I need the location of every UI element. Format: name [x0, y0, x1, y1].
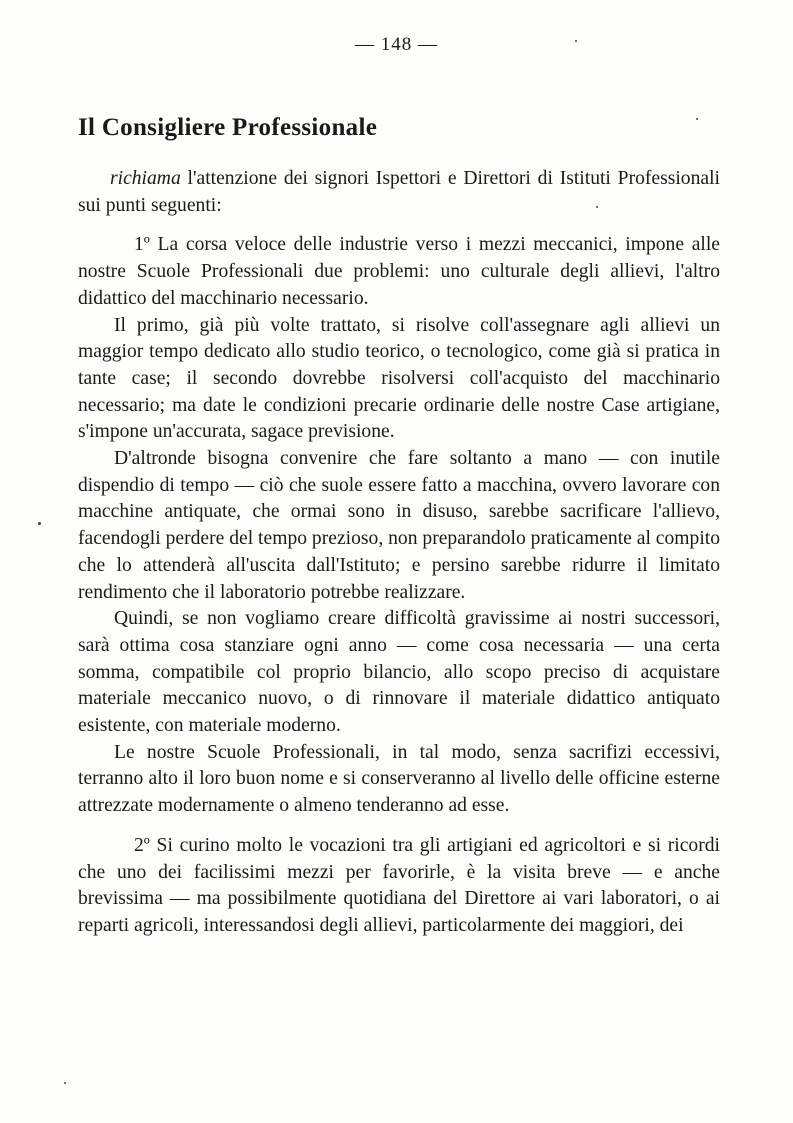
scan-speck: [575, 40, 577, 42]
paragraph-quindi: Quindi, se non vogliamo creare difficoltà gravissime ai nostri successori, sarà ottima cosa stanziare ogni anno — come cosa necessaria — una certa somma, compatibile col proprio bilancio, allo scopo preciso di acquistare materiale meccanico nuovo, o di rinnovare il materiale didattico antiquato esistente, con materiale moderno.: [78, 608, 720, 737]
intro-text: l'attenzione dei signori Ispettori e Direttori di Istituti Professionali sui punti seguenti:: [78, 168, 720, 216]
section-heading: Il Consigliere Professionale: [78, 114, 378, 141]
scan-speck: [696, 118, 698, 120]
point-1-paragraph: 1º La corsa veloce delle industrie verso i mezzi meccanici, impone alle nostre Scuole Professionali due problemi: uno culturale degli allievi, l'altro didattico del macchinario necessario.: [78, 234, 720, 309]
intro-paragraph: [78, 166, 720, 219]
scan-speck: [596, 206, 598, 208]
point-2-paragraph: 2º Si curino molto le vocazioni tra gli artigiani ed agricoltori e si ricordi che uno dei facilissimi mezzi per favorirle, è la visita breve — e anche brevissima — ma possibilmente quotidiana del Direttore ai vari laboratori, o ai reparti agricoli, interessandosi degli allievi, particolarmente dei maggiori, dei: [78, 834, 720, 936]
scan-speck: [64, 1082, 66, 1084]
paragraph-primo: Il primo, già più volte trattato, si risolve coll'assegnare agli allievi un maggior tempo dedicato allo studio teorico, o tecnologico, come già si pratica in tante case; il secondo dovrebbe risolversi coll'acquisto del macchinario necessario; ma date le condizioni precarie ordinarie delle nostre Case artigiane, s'impone un'accurata, sagace previsione.: [78, 314, 720, 443]
paragraph-le-nostre-scuole: Le nostre Scuole Professionali, in tal modo, senza sacrifizi eccessivi, terranno alto il loro buon nome e si conserveranno al livello delle officine esterne attrezzate modernamente o almeno tenderanno ad esse.: [78, 741, 720, 817]
page-number: — 148 —: [355, 34, 438, 55]
intro-emphasis: richiama: [110, 168, 181, 189]
body-text: [78, 166, 720, 940]
scan-speck: [38, 522, 41, 525]
paragraph-daltronde: D'altronde bisogna convenire che fare soltanto a mano — con inutile dispendio di tempo — ciò che suole essere fatto a macchina, ovvero lavorare con macchine antiquate, che ormai sono in disuso, sarebbe sacrificare l'allievo, facendogli perdere del tempo prezioso, non preparandolo praticamente al compito che lo attenderà all'uscita dall'Istituto; e persino sarebbe ridurre il limitato rendimento che il laboratorio potrebbe realizzare.: [78, 448, 720, 603]
